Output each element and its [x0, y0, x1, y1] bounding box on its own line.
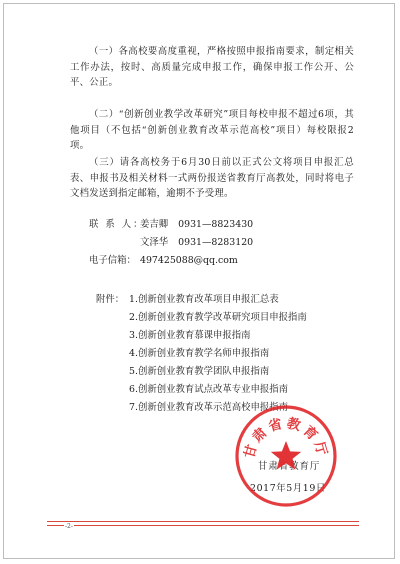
contact-name: 文泽华	[140, 237, 169, 248]
official-seal-icon	[234, 404, 338, 508]
attachment-item: 1.创新创业教育改革项目申报汇总表	[129, 294, 279, 305]
svg-text:甘肃省教育厅: 甘肃省教育厅	[241, 415, 331, 461]
attachment-item: 3.创新创业教育慕课申报指南	[129, 330, 251, 341]
page-number: -2-	[65, 523, 73, 530]
contact-label: 联 系 人：	[89, 219, 145, 230]
email-label: 电子信箱：	[89, 255, 136, 266]
requirement-paragraph-1: （一）各高校要高度重视，严格按照申报指南要求，制定相关工作办法，按时、高质量完成申报工作，确保申报工作公开、公平、公正。	[70, 46, 354, 89]
contact-name: 姜吉卿	[140, 219, 169, 230]
contact-phone: 0931—8283120	[178, 237, 254, 248]
attachment-item: 6.创新创业教育试点改革专业申报指南	[129, 384, 288, 395]
attachment-item: 5.创新创业教育教学团队申报指南	[129, 366, 270, 377]
attachment-item: 7.创新创业教育改革示范高校申报指南	[129, 402, 288, 413]
document-page	[3, 3, 395, 559]
requirement-paragraph-3: （三）请各高校务于6月30日前以正式公文将项目申报汇总表、申报书及相关材料一式两份报送省教育厅高教处，同时将电子文档发送到指定邮箱，逾期不予受理。	[70, 157, 354, 200]
attachment-item: 4.创新创业教育教学名师申报指南	[129, 348, 270, 359]
footer-rule-bottom	[47, 525, 359, 526]
contact-row-1	[89, 218, 253, 232]
attachment-item: 2.创新创业教育教学改革研究项目申报指南	[129, 312, 307, 323]
footer-rule-top	[47, 521, 359, 522]
requirement-paragraph-2: （二）“创新创业教学改革研究”项目每校申报不超过6项，其他项目（不包括“创新创业教育改革示范高校”项目）每校限报2项。	[70, 109, 354, 152]
issue-date: 2017年5月19日	[250, 483, 326, 494]
email-row	[89, 254, 238, 268]
contact-phone: 0931—8823430	[178, 219, 254, 230]
email-address: 497425088@qq.com	[140, 255, 238, 266]
attachments-label: 附件：	[96, 294, 125, 305]
issuer-name: 甘肃省教育厅	[258, 461, 321, 472]
contact-row-2	[140, 236, 253, 250]
